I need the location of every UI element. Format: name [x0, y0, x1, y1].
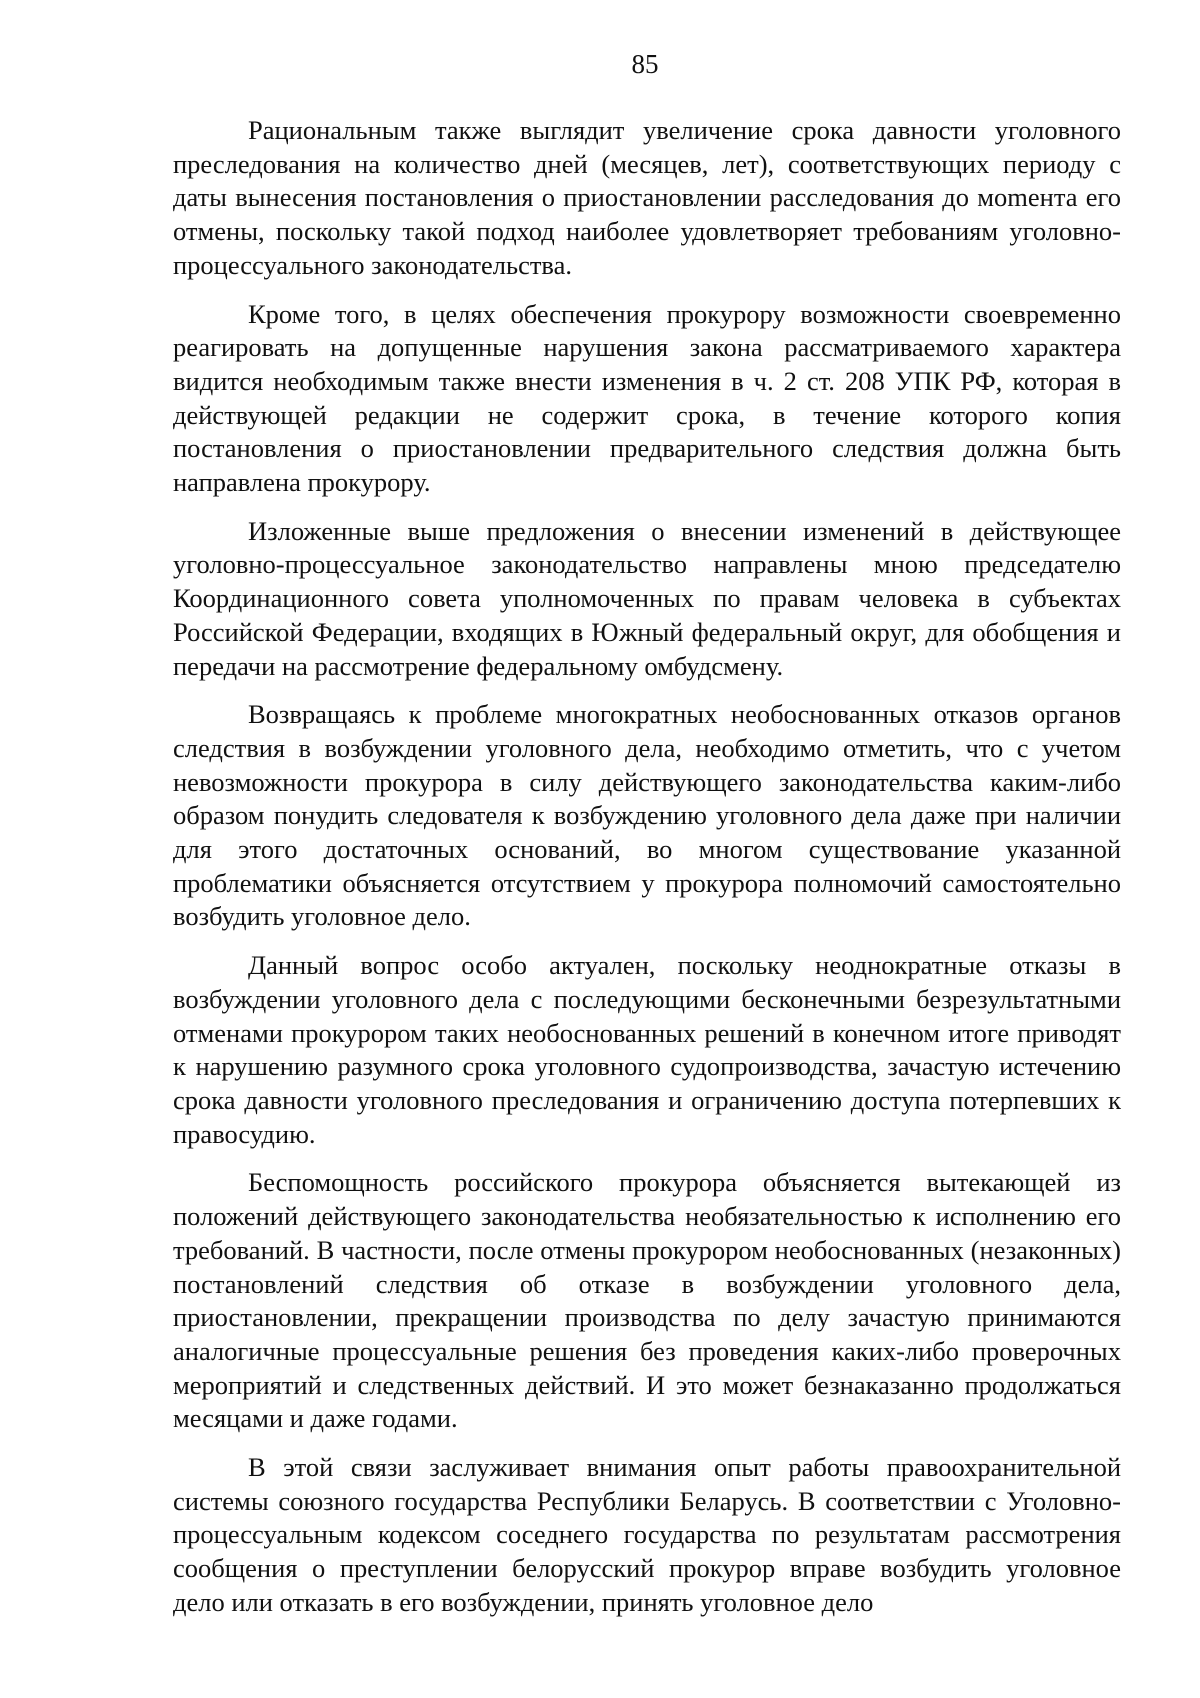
paragraph: В этой связи заслуживает внимания опыт работы правоохранительной системы союзного государства Республики Беларусь. В соответствии с Уголовно-процессуальным кодексом соседнего государства по результатам рассмотрения сообщения о преступлении белорусский прокурор вправе возбудить уголовное дело или отказать в его возбуждении, принять уголовное дело [173, 1452, 1121, 1617]
paragraph: Изложенные выше предложения о внесении изменений в действующее уголовно-процессуальное законодательство направлены мною председателю Координационного совета уполномоченных по правам человека в субъектах Российской Федерации, входящих в Южный федеральный округ, для обобщения и передачи на рассмотрение федеральному омбудсмену. [173, 515, 1121, 681]
paragraph: Данный вопрос особо актуален, поскольку неоднократные отказы в возбуждении уголовного дела с последующими бесконечными безрезультатными отменами прокурором таких необоснованных решений в конечном итоге приводят к нарушению разумного срока уголовного судопроизводства, зачастую истечению срока давности уголовного преследования и ограничению доступа потерпевших к правосудию. [173, 950, 1121, 1149]
paragraph: Кроме того, в целях обеспечения прокурору возможности своевременно реагировать на допущенные нарушения закона рассматриваемого характера видится необходимым также внести изменения в ч. 2 ст. 208 УПК РФ, которая в действующей редакции не содержит срока, в течение которого копия постановления о приостановлении предварительного следствия должна быть направлена прокурору. [173, 298, 1121, 498]
paragraph: Возвращаясь к проблеме многократных необоснованных отказов органов следствия в возбуждении уголовного дела, необходимо отметить, что с учетом невозможности прокурора в силу действующего законодательства каким-либо образом понудить следователя к возбуждению уголовного дела даже при наличии для этого достаточных оснований, во многом существование указанной проблематики объясняется отсутствием у прокурора полномочий самостоятельно возбудить уголовное дело. [173, 699, 1121, 932]
document-body [173, 114, 1121, 1620]
page-number: 85 [631, 49, 659, 79]
paragraph: Беспомощность российского прокурора объясняется вытекающей из положений действующего законодательства необязательностью к исполнению его требований. В частности, после отмены прокурором необоснованных (незаконных) постановлений следствия об отказе в возбуждении уголовного дела, приостановлении, прекращении производства по делу зачастую принимаются аналогичные процессуальные решения без проведения каких-либо проверочных мероприятий и следственных действий. И это может безнаказанно продолжаться месяцами и даже годами. [173, 1167, 1121, 1434]
paragraph: Рациональным также выглядит увеличение срока давности уголовного преследования на количество дней (месяцев, лет), соответствующих периоду с даты вынесения постановления о приостановлении расследования до моmента его отмены, поскольку такой подход наиболее удовлетворяет требованиям уголовно-процессуального законодательства. [173, 115, 1121, 280]
